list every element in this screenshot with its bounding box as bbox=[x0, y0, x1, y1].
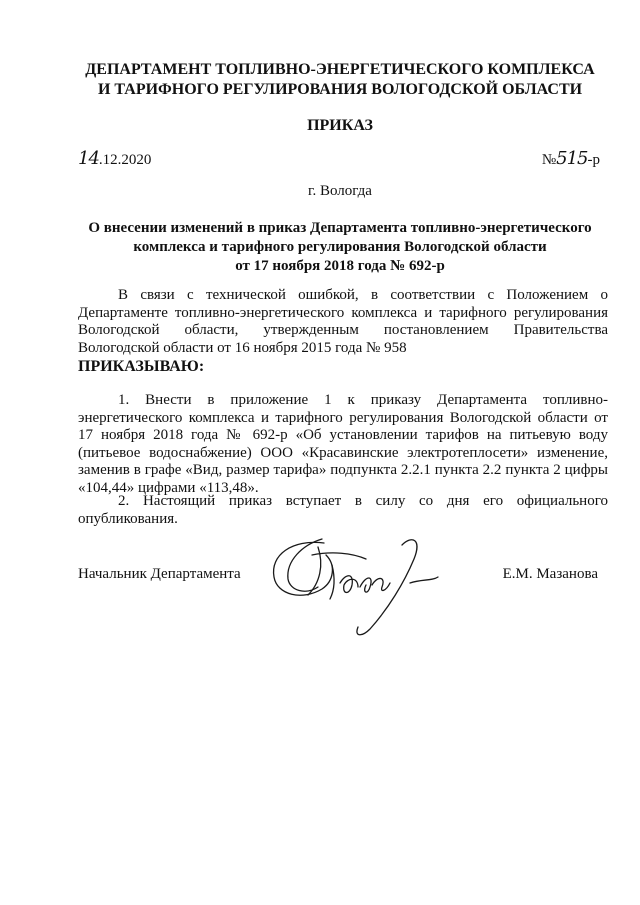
header-line-2: И ТАРИФНОГО РЕГУЛИРОВАНИЯ ВОЛОГОДСКОЙ ОБЛАСТИ bbox=[97, 81, 583, 98]
date-day: 14 bbox=[78, 148, 99, 169]
city: г. Вологда bbox=[308, 183, 372, 199]
department-header bbox=[60, 60, 620, 100]
order-item-2: 2. Настоящий приказ вступает в силу со дня его официального опубликования. bbox=[78, 493, 608, 527]
order-date bbox=[78, 148, 151, 169]
subject-line-1: О внесении изменений в приказ Департамента топливно-энергетического bbox=[88, 220, 592, 236]
number-suffix: -р bbox=[587, 152, 600, 168]
subject-line-3: от 17 ноября 2018 года № 692-р bbox=[235, 258, 445, 274]
orders-heading: ПРИКАЗЫВАЮ: bbox=[78, 358, 205, 375]
order-subject bbox=[70, 219, 610, 276]
date-rest: .12.2020 bbox=[98, 152, 152, 168]
intro-paragraph: В связи с технической ошибкой, в соответствии с Положением о Департаменте топливно-энергетического комплекса и тарифного регулирования Вологодской области, утвержденным постановлением Правительства Вологодской области от 16 ноября 2015 года № 958 bbox=[78, 287, 608, 356]
header-line-1: ДЕПАРТАМЕНТ ТОПЛИВНО-ЭНЕРГЕТИЧЕСКОГО КОМПЛЕКСА bbox=[85, 61, 595, 78]
order-title: ПРИКАЗ bbox=[307, 117, 373, 134]
order-number bbox=[542, 148, 600, 169]
number-value: 515 bbox=[556, 148, 588, 169]
signatory-title: Начальник Департамента bbox=[78, 566, 241, 582]
signatory-name: Е.М. Мазанова bbox=[502, 566, 598, 582]
number-prefix: № bbox=[541, 152, 557, 168]
order-item-1: 1. Внести в приложение 1 к приказу Департамента топливно-энергетического комплекса и тарифного регулирования Вологодской области от 17 ноября 2018 года № 692-р «Об установлении тарифов на питьевую воду (питьевое водоснабжение) ООО «Красавинские электротеплосети» изменение, заменив в графе «Вид, размер тарифа» подпункта 2.2.1 пункта 2.2 пункта 2 цифры «104,44» цифрами «113,48». bbox=[78, 392, 608, 496]
handwritten-signature bbox=[262, 525, 442, 645]
subject-line-2: комплекса и тарифного регулирования Вологодской области bbox=[133, 239, 547, 255]
